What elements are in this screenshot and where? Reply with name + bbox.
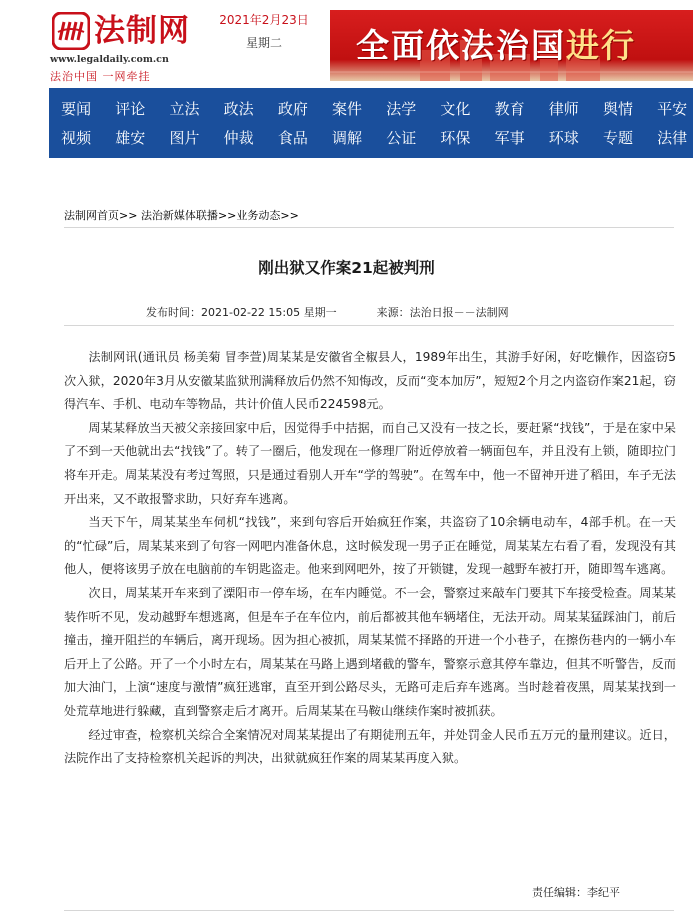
article-meta xyxy=(146,304,509,320)
divider xyxy=(64,227,674,228)
nav-item[interactable]: 案件 xyxy=(332,100,363,118)
nav-item[interactable]: 律师 xyxy=(548,100,579,118)
article-source: 来源：法治日报－－法制网 xyxy=(376,306,509,319)
nav-item[interactable]: 仲裁 xyxy=(223,129,254,147)
nav-item[interactable]: 舆情 xyxy=(602,100,633,118)
article-body xyxy=(64,346,676,771)
article-paragraph: 经过审查，检察机关综合全案情况对周某某提出了有期徒刑五年，并处罚金人民币五万元的量刑建议。近日，法院作出了支持检察机关起诉的判决，出狱就疯狂作案的周某某再度入狱。 xyxy=(64,727,676,766)
nav-item[interactable]: 法律 xyxy=(657,129,688,147)
nav-item[interactable]: 环球 xyxy=(548,129,579,147)
nav-item[interactable]: 立法 xyxy=(169,100,200,118)
nav-item[interactable]: 专题 xyxy=(602,129,633,147)
divider xyxy=(64,910,674,911)
nav-item[interactable]: 要闻 xyxy=(61,100,92,118)
current-date: 2021年2月23日 xyxy=(219,13,309,27)
article-paragraph: 当天下午，周某某坐车伺机“找钱”，来到句容后开始疯狂作案，共盗窃了10余辆电动车，4部手机。在一天的“忙碌”后，周某某来到了句容一网吧内准备休息，这时候发现一男子正在睡觉，周某某左右看了看，发现没有其他人，便将该男子放在电脑前的车钥匙盗走。他来到网吧外，按了开锁键，发现一越野车被打开，随即驾车逃离。 xyxy=(64,515,676,577)
nav-item[interactable]: 教育 xyxy=(494,100,525,118)
breadcrumb-separator: >> xyxy=(280,209,299,222)
nav-item[interactable]: 评论 xyxy=(115,100,146,118)
nav-item[interactable]: 视频 xyxy=(61,129,92,147)
nav-item[interactable]: 政法 xyxy=(223,100,254,118)
breadcrumb xyxy=(64,207,299,223)
breadcrumb-subsection-link[interactable]: 业务动态 xyxy=(236,209,281,222)
logo-emblem-icon xyxy=(52,12,90,50)
site-logo[interactable] xyxy=(50,10,190,84)
banner-slogan: 全面依法治国进行 xyxy=(356,26,636,65)
site-header xyxy=(0,0,693,88)
nav-item[interactable]: 军事 xyxy=(494,129,525,147)
breadcrumb-separator: >> xyxy=(217,209,237,222)
article-paragraph: 法制网讯(通讯员 杨美菊 冒李萱)周某某是安徽省全椒县人，1989年出生，其游手好闲，好吃懒作，因盗窃5次入狱，2020年3月从安徽某监狱刑满释放后仍然不知悔改，反而“变本加厉”，短短2个月之内盗窃作案21起，窃得汽车、手机、电动车等物品，共计价值人民币224598元。 xyxy=(64,350,676,412)
current-weekday: 星期二 xyxy=(245,36,282,50)
logo-url: www.legaldaily.com.cn xyxy=(50,54,169,65)
article-paragraph: 次日，周某某开车来到了溧阳市一停车场，在车内睡觉。不一会，警察过来敲车门要其下车接受检查。周某某装作听不见，发动越野车想逃离，但是车子在车位内，前后都被其他车辆堵住，无法开动。周某某猛踩油门，前后撞击，撞开阻拦的车辆后，离开现场。因为担心被抓，周某某慌不择路的开进一个小巷子，在擦伤巷内的一辆小车后开上了公路。开了一个小时左右，周某某在马路上遇到堵截的警车，警察示意其停车靠边，但其不听警告，反而加大油门，上演“速度与激情”疯狂逃窜，直至开到公路尽头，无路可走后弃车逃离。当时趁着夜黑，周某某找到一处荒草地进行躲藏，直到警察走后才离开。后周某某在马鞍山继续作案时被抓获。 xyxy=(64,585,676,718)
nav-item[interactable]: 公证 xyxy=(386,129,417,147)
responsible-editor: 责任编辑：李纪平 xyxy=(532,886,620,899)
nav-item[interactable]: 政府 xyxy=(277,100,308,118)
nav-row-primary xyxy=(49,95,693,123)
breadcrumb-section-link[interactable]: 法治新媒体联播 xyxy=(140,209,218,222)
divider xyxy=(64,325,674,326)
nav-item[interactable]: 法学 xyxy=(386,100,417,118)
nav-item[interactable]: 调解 xyxy=(332,129,363,147)
logo-title: 法制网 xyxy=(94,13,190,49)
logo-slogan: 法治中国 一网牵挂 xyxy=(50,70,151,83)
date-block xyxy=(214,10,314,53)
nav-item[interactable]: 图片 xyxy=(169,129,200,147)
article-paragraph: 周某某释放当天被父亲接回家中后，因觉得手中拮据，而自己又没有一技之长，要赶紧“找钱”，于是在家中呆了不到一天他就出去“找钱”了。转了一圈后，他发现在一修理厂附近停放着一辆面包车，并且没有上锁，随即拉门将车开走。周某某没有考过驾照，只是通过看别人开车“学的驾驶”。在驾车中，他一不留神开进了稻田，车子无法开出来，又不敢报警求助，只好弃车逃离。 xyxy=(64,420,676,506)
publish-time: 发布时间：2021-02-22 15:05 星期一 xyxy=(146,306,337,319)
header-banner[interactable] xyxy=(330,10,693,81)
nav-item[interactable]: 平安 xyxy=(657,100,688,118)
nav-item[interactable]: 雄安 xyxy=(115,129,146,147)
nav-row-secondary xyxy=(49,124,693,152)
article-title: 刚出狱又作案21起被判刑 xyxy=(258,259,435,277)
main-nav xyxy=(49,88,693,158)
nav-item[interactable]: 食品 xyxy=(277,129,308,147)
nav-item[interactable]: 环保 xyxy=(440,129,471,147)
breadcrumb-separator: >> xyxy=(119,209,138,222)
breadcrumb-home-link[interactable]: 法制网首页 xyxy=(64,209,119,222)
nav-item[interactable]: 文化 xyxy=(440,100,471,118)
